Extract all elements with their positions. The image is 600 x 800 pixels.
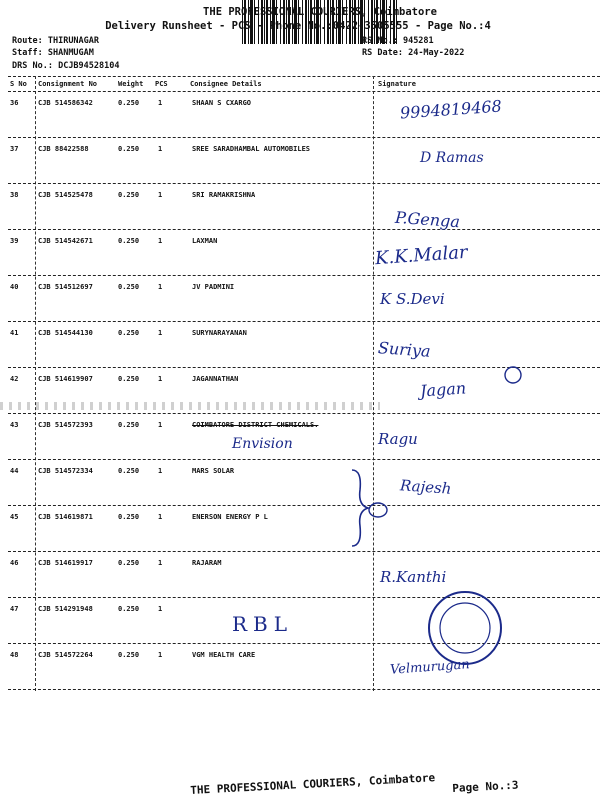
row-sno: 43 bbox=[10, 421, 19, 429]
row-pcs: 1 bbox=[158, 375, 163, 383]
row-rule bbox=[8, 459, 600, 460]
row-consignee: MARS SOLAR bbox=[192, 467, 235, 475]
row-rule bbox=[8, 275, 600, 276]
table-row bbox=[0, 463, 600, 509]
signature-handwriting: P.Genga bbox=[394, 207, 461, 232]
row-pcs: 1 bbox=[158, 651, 163, 659]
row-weight: 0.250 bbox=[118, 605, 140, 613]
row-consignment: CJB 514619917 bbox=[38, 559, 93, 567]
rs-no-value: 945281 bbox=[402, 36, 434, 46]
consignee-handwritten-note: Envision bbox=[232, 436, 293, 452]
row-consignment: CJB 514572393 bbox=[38, 421, 93, 429]
company-title: THE PROFESSIONAL COURIERS, Coimbatore bbox=[203, 6, 437, 18]
row-consignee: SHAAN S CXARGO bbox=[192, 99, 252, 107]
row-consignment: CJB 514512697 bbox=[38, 283, 93, 291]
row-rule bbox=[8, 183, 600, 184]
col-consignment: Consignment No bbox=[38, 80, 98, 88]
scan-smudge bbox=[0, 402, 380, 410]
rs-no-line bbox=[362, 36, 434, 46]
row-sno: 38 bbox=[10, 191, 19, 199]
row-rule bbox=[8, 137, 600, 138]
rs-date-value: 24-May-2022 bbox=[408, 48, 465, 58]
signature-handwriting: Velmurugan bbox=[389, 657, 471, 678]
row-rule bbox=[8, 505, 600, 506]
row-consignee: SRI RAMAKRISHNA bbox=[192, 191, 256, 199]
row-rule bbox=[8, 367, 600, 368]
table-row bbox=[0, 555, 600, 601]
next-page-company: THE PROFESSIONAL COURIERS, Coimbatore bbox=[190, 771, 436, 797]
row-consignee: JV PADMINI bbox=[192, 283, 235, 291]
row-sno: 37 bbox=[10, 145, 19, 153]
row-sno: 39 bbox=[10, 237, 19, 245]
signature-handwriting: Jagan bbox=[419, 378, 467, 401]
signature-handwriting: Ragu bbox=[378, 430, 418, 448]
row-sno: 40 bbox=[10, 283, 19, 291]
route-label: Route: bbox=[12, 36, 43, 46]
row-consignee: SREE SARADHAMBAL AUTOMOBILES bbox=[192, 145, 311, 153]
row-consignment: CJB 514619907 bbox=[38, 375, 93, 383]
table-row bbox=[0, 141, 600, 187]
row-weight: 0.250 bbox=[118, 559, 140, 567]
col-weight: Weight bbox=[118, 80, 144, 88]
table-row bbox=[0, 371, 600, 417]
row-weight: 0.250 bbox=[118, 99, 140, 107]
row-weight: 0.250 bbox=[118, 145, 140, 153]
table-row bbox=[0, 647, 600, 693]
row-consignee: JAGANNATHAN bbox=[192, 375, 239, 383]
staff-value: SHANMUGAM bbox=[47, 48, 94, 58]
row-weight: 0.250 bbox=[118, 329, 140, 337]
row-sno: 45 bbox=[10, 513, 19, 521]
rs-date-label: RS Date: bbox=[362, 48, 403, 58]
next-page-number: Page No.:3 bbox=[452, 778, 519, 795]
row-sno: 36 bbox=[10, 99, 19, 107]
table-row bbox=[0, 509, 600, 555]
row-consignment: CJB 514586342 bbox=[38, 99, 93, 107]
row-sno: 41 bbox=[10, 329, 19, 337]
table-row bbox=[0, 417, 600, 463]
row-sno: 47 bbox=[10, 605, 19, 613]
col-signature: Signature bbox=[378, 80, 416, 88]
row-consignment: CJB 514544130 bbox=[38, 329, 93, 337]
row-pcs: 1 bbox=[158, 283, 163, 291]
route-value: THIRUNAGAR bbox=[47, 36, 100, 46]
signature-handwriting: K.K.Malar bbox=[374, 241, 469, 270]
table-top-rule bbox=[8, 76, 600, 77]
row-consignment: CJB 88422588 bbox=[38, 145, 89, 153]
row-consignee: ENERSON ENERGY P L bbox=[192, 513, 268, 521]
table-row bbox=[0, 279, 600, 325]
staff-label: Staff: bbox=[12, 48, 43, 58]
row-consignment: CJB 514572264 bbox=[38, 651, 93, 659]
row-weight: 0.250 bbox=[118, 421, 140, 429]
table-row bbox=[0, 601, 600, 647]
row-pcs: 1 bbox=[158, 191, 163, 199]
row-pcs: 1 bbox=[158, 237, 163, 245]
row-sno: 44 bbox=[10, 467, 19, 475]
row-pcs: 1 bbox=[158, 467, 163, 475]
row-consignment: CJB 514291948 bbox=[38, 605, 93, 613]
row-consignee: SURYNARAYANAN bbox=[192, 329, 247, 337]
row-rule bbox=[8, 321, 600, 322]
row-pcs: 1 bbox=[158, 605, 163, 613]
row-pcs: 1 bbox=[158, 513, 163, 521]
row-pcs: 1 bbox=[158, 329, 163, 337]
row-consignment: CJB 514525478 bbox=[38, 191, 93, 199]
row-consignment: CJB 514619871 bbox=[38, 513, 93, 521]
signature-handwriting: Suriya bbox=[377, 338, 432, 361]
signature-handwriting: R.Kanthi bbox=[380, 568, 447, 586]
signature-handwriting: K S.Devi bbox=[380, 290, 445, 308]
consignee-handwritten-note: RBL bbox=[232, 612, 294, 636]
row-rule bbox=[8, 597, 600, 598]
row-pcs: 1 bbox=[158, 559, 163, 567]
row-weight: 0.250 bbox=[118, 513, 140, 521]
table-row bbox=[0, 233, 600, 279]
row-sno: 42 bbox=[10, 375, 19, 383]
signature-handwriting: Rajesh bbox=[399, 476, 453, 498]
rs-no-label: RS No.: bbox=[362, 36, 398, 46]
col-pcs: PCS bbox=[155, 80, 168, 88]
row-weight: 0.250 bbox=[118, 651, 140, 659]
table-row bbox=[0, 187, 600, 233]
row-rule bbox=[8, 551, 600, 552]
row-pcs: 1 bbox=[158, 99, 163, 107]
row-sno: 46 bbox=[10, 559, 19, 567]
drs-line bbox=[12, 61, 120, 71]
col-sno: S No bbox=[10, 80, 27, 88]
row-weight: 0.250 bbox=[118, 283, 140, 291]
row-weight: 0.250 bbox=[118, 375, 140, 383]
staff-line bbox=[12, 48, 94, 58]
row-consignee: VGM HEALTH CARE bbox=[192, 651, 256, 659]
row-rule bbox=[8, 643, 600, 644]
row-weight: 0.250 bbox=[118, 467, 140, 475]
row-sno: 48 bbox=[10, 651, 19, 659]
row-consignee: LAXMAN bbox=[192, 237, 218, 245]
signature-handwriting: 9994819468 bbox=[399, 96, 503, 123]
row-consignment: CJB 514542671 bbox=[38, 237, 93, 245]
signature-handwriting: D Ramas bbox=[420, 150, 484, 166]
runsheet-subtitle: Delivery Runsheet - PCS - Phone No.:0422-3505555 - Page No.:4 bbox=[105, 20, 491, 32]
row-rule bbox=[8, 229, 600, 230]
header-rule bbox=[8, 91, 600, 92]
row-pcs: 1 bbox=[158, 145, 163, 153]
rs-date-line bbox=[362, 48, 464, 58]
route-line bbox=[12, 36, 99, 46]
row-rule bbox=[8, 689, 600, 690]
drs-label: DRS No.: bbox=[12, 61, 53, 71]
table-row bbox=[0, 325, 600, 371]
row-consignee: RAJARAM bbox=[192, 559, 222, 567]
table-row bbox=[0, 95, 600, 141]
row-consignee: COIMBATORE DISTRICT CHEMICALS. bbox=[192, 421, 319, 429]
row-weight: 0.250 bbox=[118, 237, 140, 245]
row-weight: 0.250 bbox=[118, 191, 140, 199]
row-rule bbox=[8, 413, 600, 414]
row-pcs: 1 bbox=[158, 421, 163, 429]
drs-value: DCJB94528104 bbox=[58, 61, 120, 71]
col-consignee: Consignee Details bbox=[190, 80, 262, 88]
row-consignment: CJB 514572334 bbox=[38, 467, 93, 475]
